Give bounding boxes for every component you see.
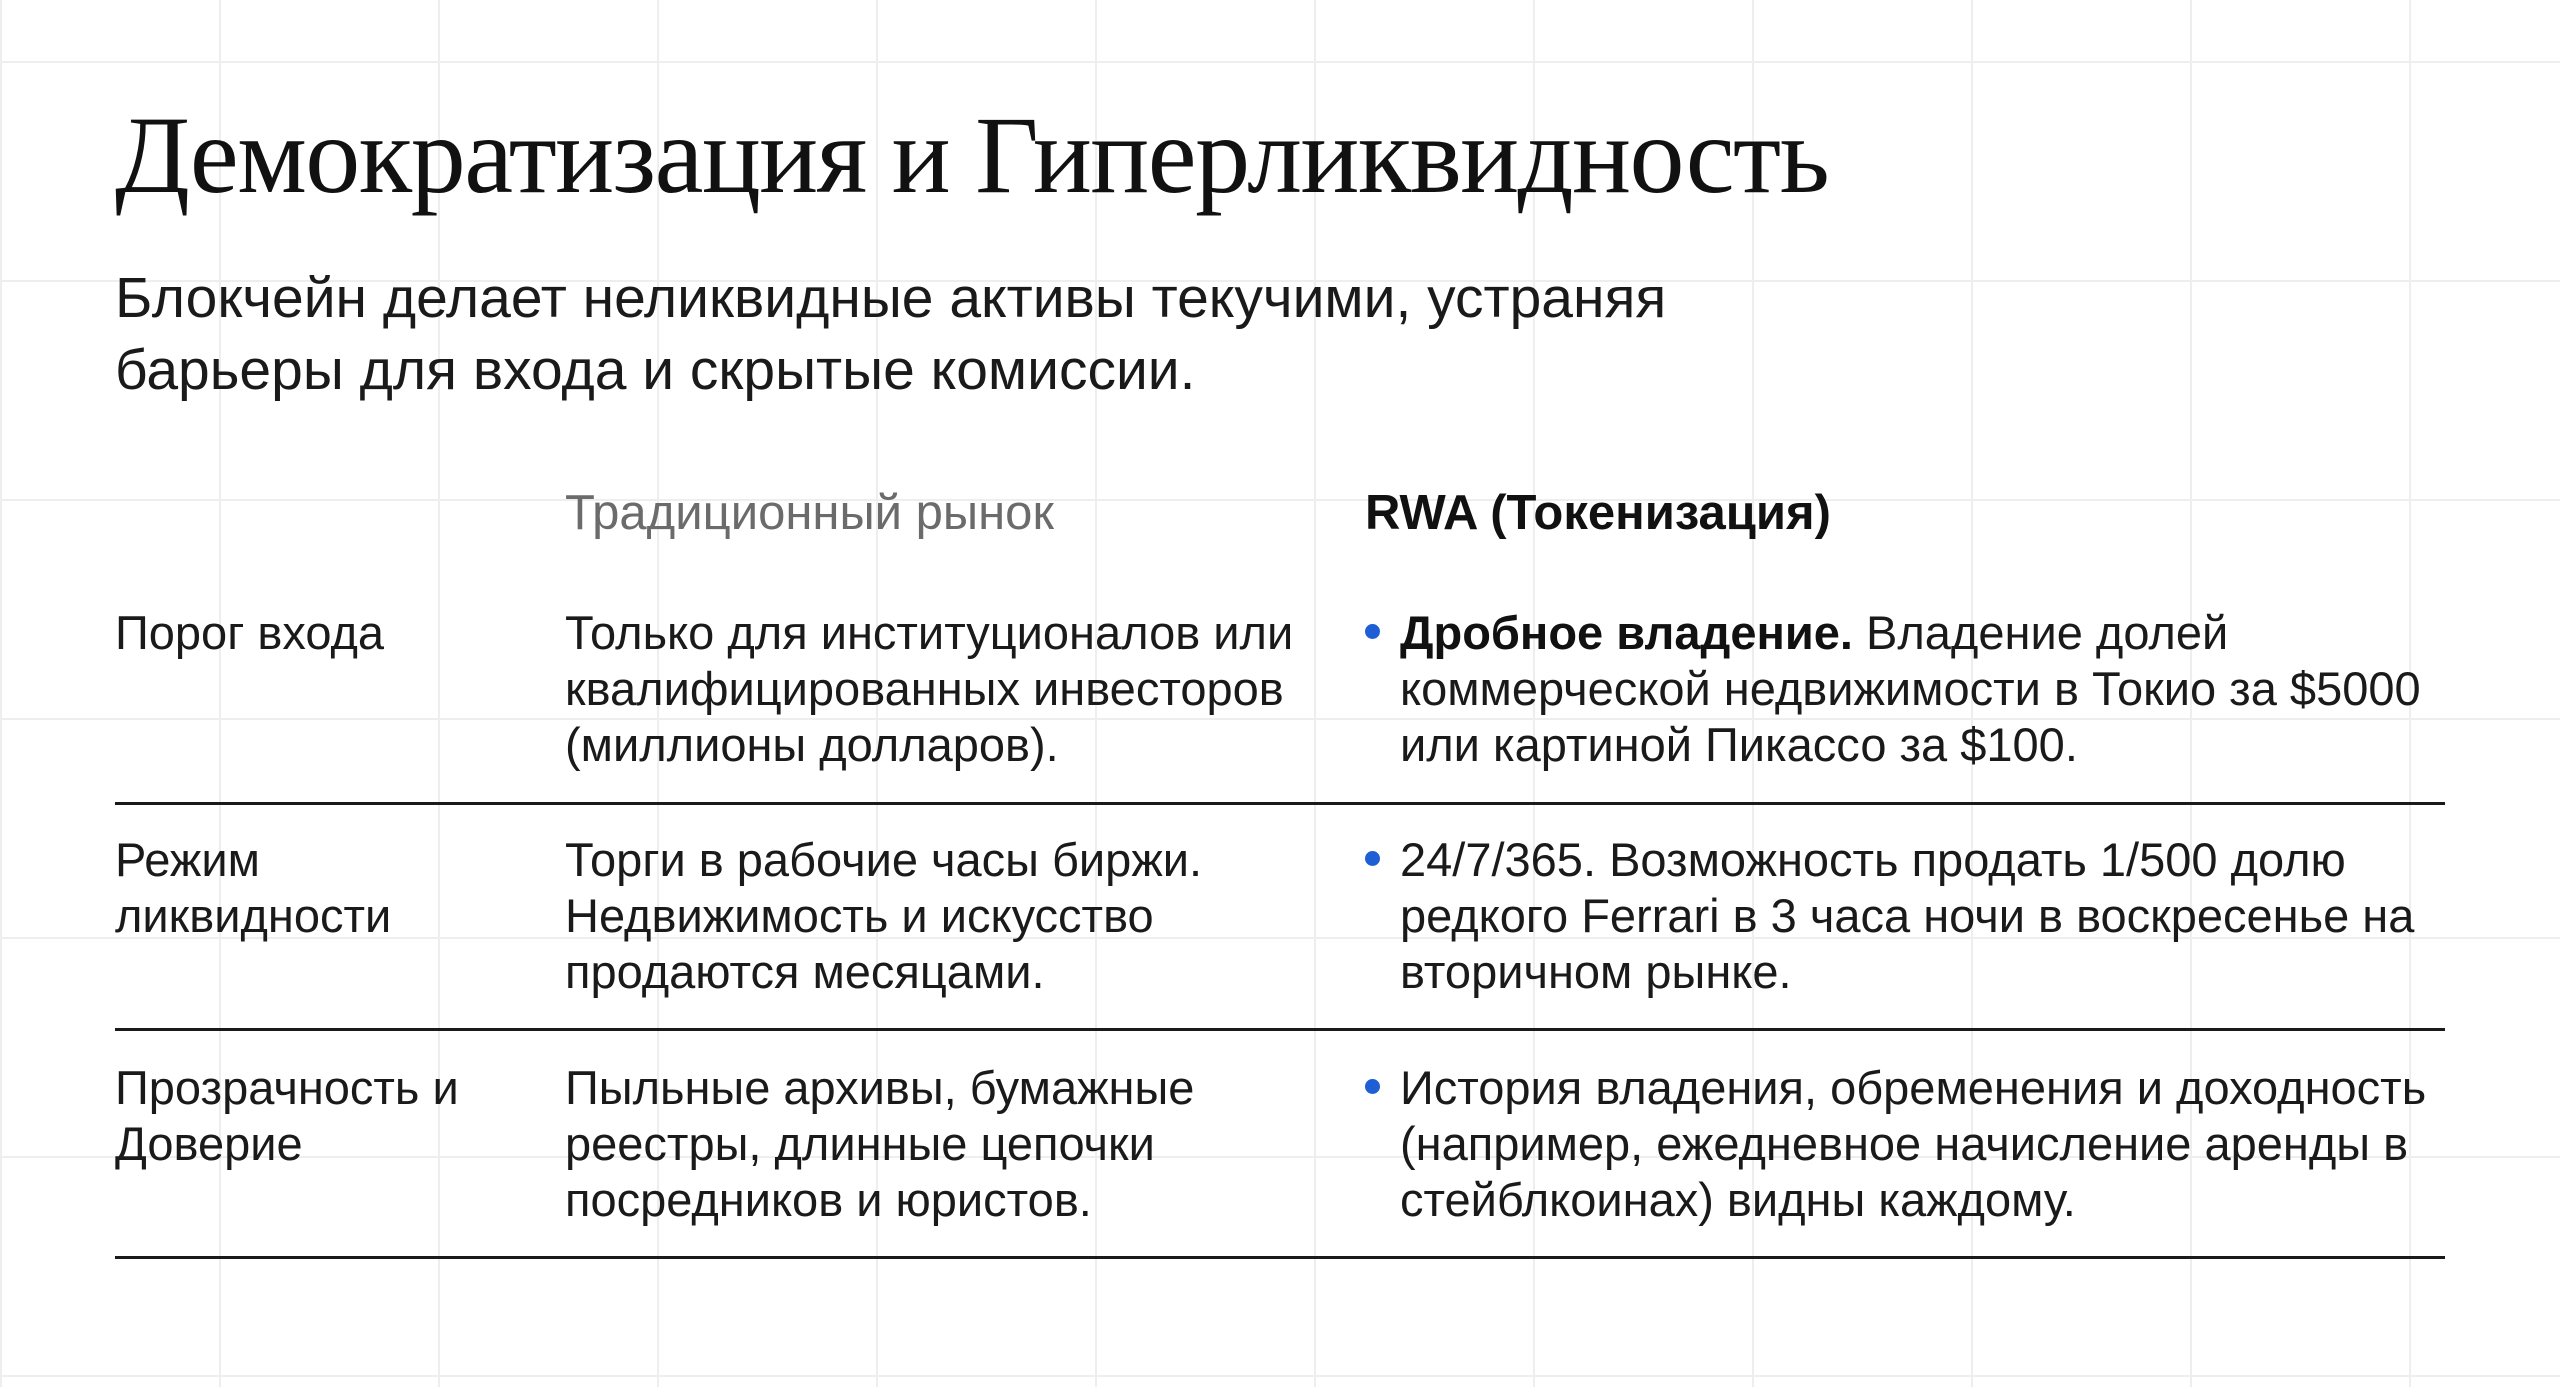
row-label: Порог входа (115, 606, 385, 659)
rwa-text (1400, 832, 2475, 1000)
column-header-traditional: Традиционный рынок (565, 486, 1054, 540)
rwa-text (1400, 605, 2475, 773)
row-label: Режим ликвидности (115, 833, 392, 942)
rwa-description: 24/7/365. Возможность продать 1/500 долю редкого Ferrari в 3 часа ночи в воскресенье на вторичном рынке. (1400, 833, 2415, 998)
slide-subtitle: Блокчейн делает неликвидные активы текучими, устраняя барьеры для входа и скрытые комиссии. (115, 266, 1667, 402)
bullet-icon (1365, 1079, 1380, 1094)
rwa-description: Владение долей коммерческой недвижимости в Токио за $5000 или картиной Пикассо за $100. (1400, 606, 2421, 771)
row-divider (115, 802, 2445, 805)
bullet-icon (1365, 851, 1380, 866)
traditional-cell: Пыльные архивы, бумажные реестры, длинные цепочки посредников и юристов. (565, 1061, 1195, 1226)
row-divider (115, 1256, 2445, 1259)
traditional-cell: Торги в рабочие часы биржи. Недвижимость и искусство продаются месяцами. (565, 833, 1203, 998)
slide-title: Демократизация и Гиперликвидность (115, 94, 1829, 216)
traditional-cell: Только для институционалов или квалифицированных инвесторов (миллионы долларов). (565, 606, 1294, 771)
row-label: Прозрачность и Доверие (115, 1061, 459, 1170)
rwa-text (1400, 1060, 2475, 1228)
column-header-rwa: RWA (Токенизация) (1365, 486, 1831, 540)
bullet-icon (1365, 624, 1380, 639)
rwa-description: История владения, обременения и доходность (например, ежедневное начисление аренды в стейблкоинах) видны каждому. (1400, 1061, 2427, 1226)
rwa-bold-lead: Дробное владение. (1400, 606, 1853, 659)
row-divider (115, 1028, 2445, 1031)
